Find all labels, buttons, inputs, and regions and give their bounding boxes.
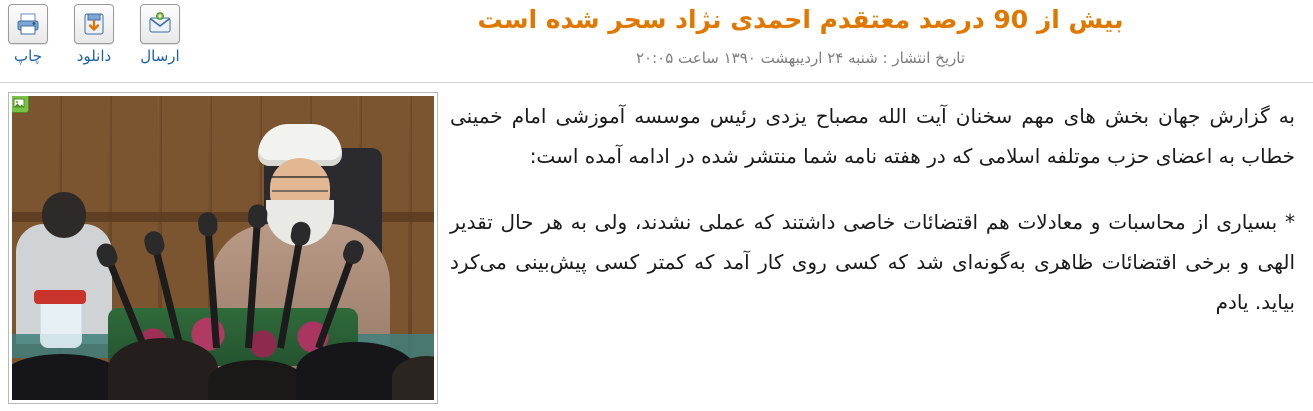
photo-glass-lid xyxy=(34,290,86,304)
send-mail-icon[interactable] xyxy=(140,4,180,44)
headline-block xyxy=(258,4,1313,67)
print-label: چاپ xyxy=(14,47,42,65)
article-paragraph: به گزارش جهان بخش های مهم سخنان آیت الله مصباح یزدی رئیس موسسه آموزشی امام خمینی خطاب به اعضای حزب موتلفه اسلامی که در هفته نامه شما منتشر شده در ادامه آمده است: xyxy=(450,104,1295,168)
photo-attendee-left-head xyxy=(42,192,86,238)
photo-speaker-glasses xyxy=(272,176,328,192)
photo-audience xyxy=(208,360,304,400)
download-button[interactable] xyxy=(66,4,122,65)
photo-water-glass xyxy=(40,300,82,348)
page-title: بیش از 90 درصد معتقدم احمدی نژاد سحر شده است xyxy=(477,5,1124,34)
photo-audience xyxy=(12,354,122,400)
article-body xyxy=(450,96,1295,348)
header-divider xyxy=(0,82,1313,83)
image-placeholder-icon xyxy=(12,96,29,113)
article-toolbar xyxy=(0,0,200,65)
send-button[interactable] xyxy=(132,4,188,65)
download-icon[interactable] xyxy=(74,4,114,44)
download-label: دانلود xyxy=(76,47,112,65)
article-paragraph: * بسیاری از محاسبات و معادلات هم اقتضائات خاصی داشتند که عملی نشدند، ولی به هر حال تقدیر الهی و برخی اقتضائات ظاهری به‌گونه‌ای شد که کسی روی کار آمد که کمتر کسی پیش‌بینی می‌کرد بیاید. یادم xyxy=(450,210,1295,314)
article-photo[interactable] xyxy=(8,92,438,404)
publish-date: تاریخ انتشار : شنبه ۲۴ اردیبهشت ۱۳۹۰ ساعت ۲۰:۰۵ xyxy=(635,48,966,67)
photo-audience xyxy=(108,338,218,400)
print-icon[interactable] xyxy=(8,4,48,44)
print-button[interactable] xyxy=(0,4,56,65)
send-label: ارسال xyxy=(140,47,180,65)
photo-content xyxy=(12,96,434,400)
